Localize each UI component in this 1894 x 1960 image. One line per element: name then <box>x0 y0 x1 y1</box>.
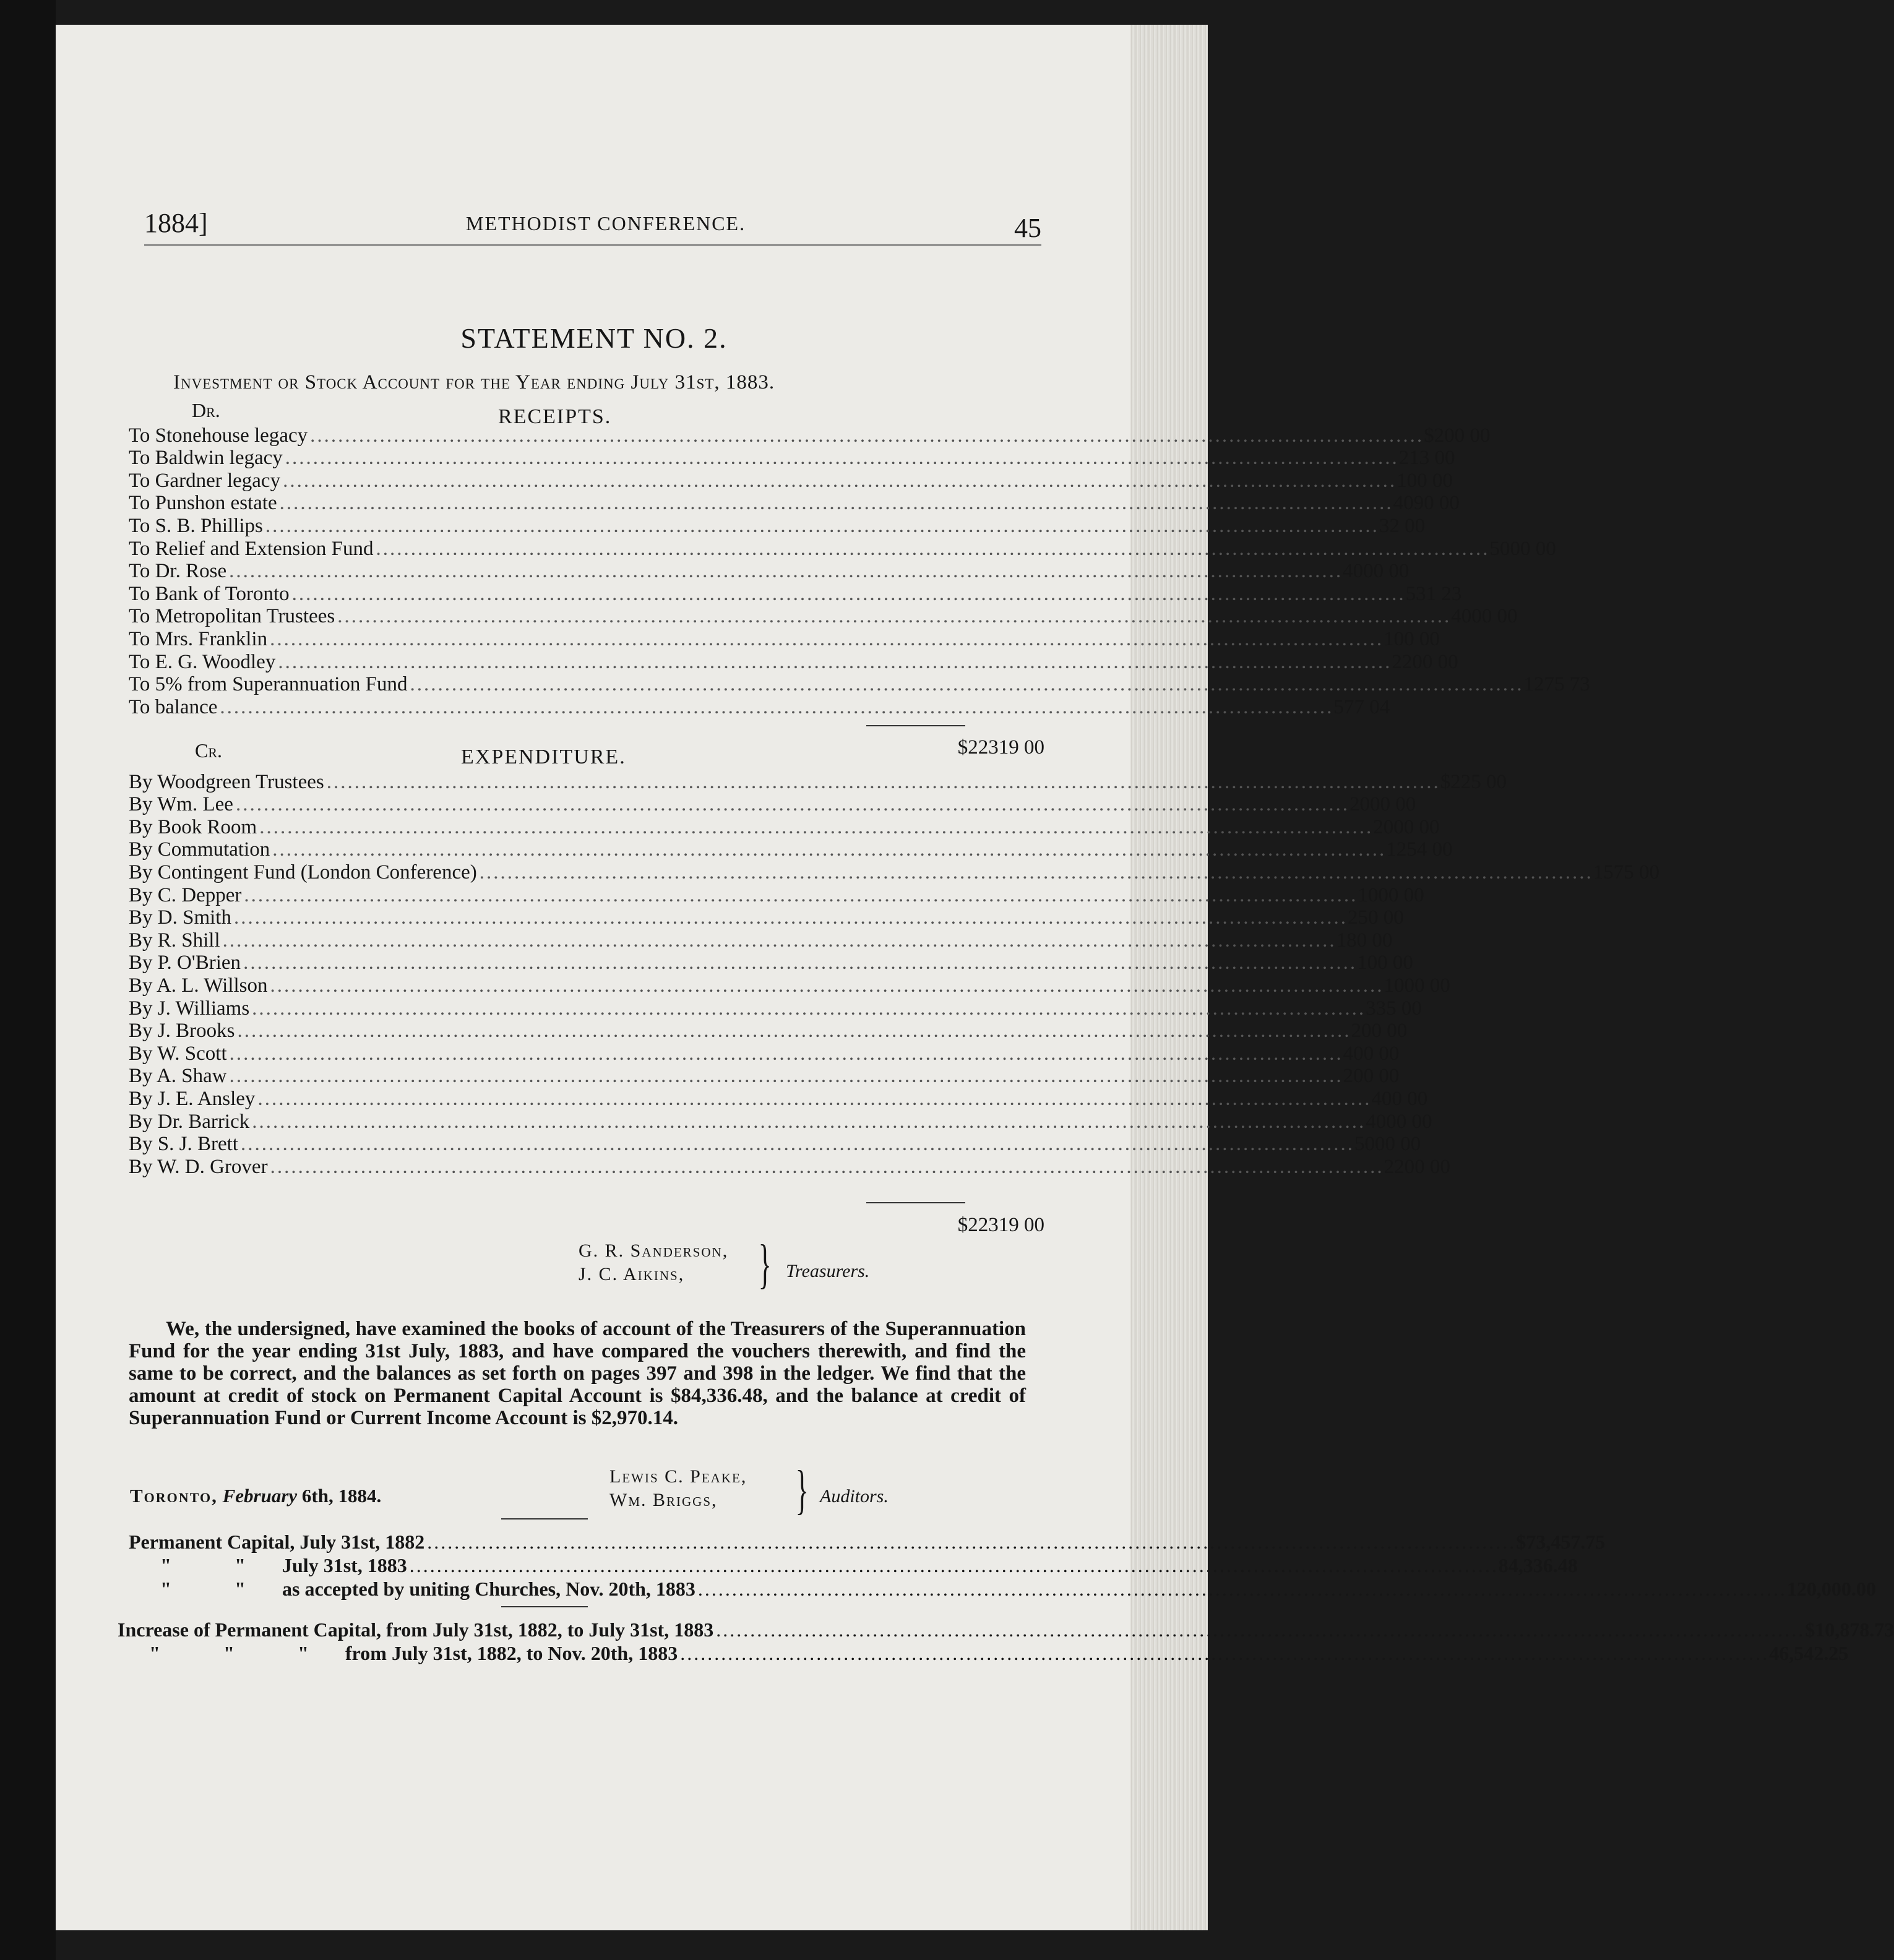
ledger-description: By Woodgreen Trustees <box>129 770 324 793</box>
expenditure-heading: EXPENDITURE. <box>461 746 626 768</box>
auditor-name: Wm. Briggs, <box>609 1490 718 1510</box>
ledger-amount: 4000 00 <box>1366 1110 1432 1133</box>
ledger-row <box>129 582 1462 605</box>
ledger-amount: 213 00 <box>1398 447 1455 470</box>
ledger-row <box>129 883 1424 906</box>
ledger-row <box>129 695 1390 718</box>
ledger-description: To Gardner legacy <box>129 469 281 492</box>
ledger-row <box>129 1155 1450 1178</box>
ledger-description: By Dr. Barrick <box>129 1110 250 1133</box>
leader-dots: ................................................................................................................................................................ <box>244 883 1358 906</box>
ledger-amount: 100 00 <box>1384 627 1440 650</box>
ledger-description: To Baldwin legacy <box>129 447 283 470</box>
leader-dots: ................................................................................................................................................................ <box>337 605 1452 628</box>
leader-dots: ................................................................................................................................................................ <box>376 537 1490 560</box>
ledger-row <box>129 492 1460 515</box>
ledger-description: To Metropolitan Trustees <box>129 605 335 628</box>
ledger-description: By Commutation <box>129 838 270 861</box>
statement-subtitle: Investment or Stock Account for the Year ending July 31st, 1883. <box>173 371 775 393</box>
auditors-names <box>609 1466 747 1513</box>
ledger-description: To E. G. Woodley <box>129 650 276 673</box>
ditto-mark: " <box>149 1642 160 1664</box>
increase-label: Increase of Permanent Capital, from July 31st, 1882, to July 31st, 1883 <box>118 1618 714 1641</box>
leader-dots: ................................................................................................................................................................ <box>310 424 1424 447</box>
ledger-amount: 1254 00 <box>1386 838 1453 861</box>
ledger-amount: 100 00 <box>1357 952 1413 974</box>
ledger-description: By A. L. Willson <box>129 974 268 997</box>
ledger-row <box>129 929 1393 952</box>
ledger-row <box>129 447 1455 470</box>
ledger-amount: 32 00 <box>1379 514 1426 537</box>
ledger-amount: 180 00 <box>1336 929 1393 952</box>
treasurers-names <box>579 1240 728 1287</box>
capital-label-text: July 31st, 1883 <box>282 1554 407 1576</box>
ledger-row <box>129 997 1422 1020</box>
ledger-description: To Dr. Rose <box>129 560 227 583</box>
ditto-mark: " <box>160 1578 171 1600</box>
ledger-description: By P. O'Brien <box>129 952 241 974</box>
running-head-year: 1884] <box>144 208 208 238</box>
ledger-description: By J. E. Ansley <box>129 1087 256 1110</box>
ledger-amount: 100 00 <box>1397 469 1453 492</box>
statement-title: STATEMENT NO. 2. <box>460 322 728 354</box>
ledger-description: By A. Shaw <box>129 1065 227 1088</box>
page-number: 45 <box>1014 213 1041 243</box>
ledger-row <box>129 560 1410 583</box>
ledger-description: By Contingent Fund (London Conference) <box>129 861 477 883</box>
ledger-amount: 577 04 <box>1333 695 1390 718</box>
credit-label: Cr. <box>195 739 223 762</box>
ledger-description: By J. Brooks <box>129 1020 235 1042</box>
leader-dots: ................................................................................................................................................................ <box>697 1578 1787 1600</box>
ledger-amount: 400 00 <box>1343 1042 1400 1065</box>
ledger-description: By W. D. Grover <box>129 1155 268 1178</box>
ditto-mark: " <box>235 1554 246 1576</box>
ledger-description: By C. Depper <box>129 883 242 906</box>
ledger-description: By J. Williams <box>129 997 250 1020</box>
ledger-description: To balance <box>129 695 218 718</box>
increase-row <box>118 1617 1894 1641</box>
ledger-description: By S. J. Brett <box>129 1133 238 1156</box>
leader-dots: ................................................................................................................................................................ <box>278 650 1392 673</box>
capital-amount: 84,336.48 <box>1498 1554 1578 1576</box>
increase-amount: $10,878.73 <box>1805 1618 1894 1641</box>
leader-dots: ................................................................................................................................................................ <box>243 952 1358 974</box>
leader-dots: ................................................................................................................................................................ <box>252 997 1366 1020</box>
capital-label <box>129 1578 695 1600</box>
leader-dots: ................................................................................................................................................................ <box>222 929 1337 952</box>
ledger-row <box>129 861 1659 883</box>
ledger-row <box>129 1065 1400 1088</box>
ledger-row <box>129 537 1556 560</box>
leader-dots: ................................................................................................................................................................ <box>291 582 1406 605</box>
leader-dots: ................................................................................................................................................................ <box>229 1065 1343 1088</box>
ledger-amount: 1000 00 <box>1384 974 1450 997</box>
ledger-description: To Mrs. Franklin <box>129 627 268 650</box>
capital-label: Permanent Capital, July 31st, 1882 <box>129 1531 425 1553</box>
ditto-mark: " <box>235 1578 246 1600</box>
running-head-title: METHODIST CONFERENCE. <box>466 212 746 234</box>
leader-dots: ................................................................................................................................................................ <box>272 838 1387 861</box>
increase-label-text: from July 31st, 1882, to Nov. 20th, 1883 <box>345 1642 678 1664</box>
ledger-row <box>129 952 1413 974</box>
ledger-description: To Punshon estate <box>129 492 277 515</box>
ledger-amount: 200 00 <box>1343 1065 1400 1088</box>
ledger-amount: 400 00 <box>1371 1087 1428 1110</box>
leader-dots: ................................................................................................................................................................ <box>326 770 1440 793</box>
ledger-row <box>129 673 1590 696</box>
leader-dots: ................................................................................................................................................................ <box>270 974 1384 997</box>
leader-dots: ................................................................................................................................................................ <box>285 447 1399 470</box>
ledger-row <box>129 1087 1428 1110</box>
leader-dots: ................................................................................................................................................................ <box>479 861 1593 883</box>
ledger-amount: 200 00 <box>1351 1020 1408 1042</box>
ledger-row <box>129 1042 1400 1065</box>
capital-label-text: as accepted by uniting Churches, Nov. 20th, 1883 <box>282 1578 695 1600</box>
treasurers-brace: } <box>758 1234 772 1294</box>
leader-dots: ................................................................................................................................................................ <box>283 469 1397 492</box>
ledger-row <box>129 1020 1408 1042</box>
ledger-row <box>129 906 1404 929</box>
ledger-amount: 1000 00 <box>1358 883 1424 906</box>
leader-dots: ................................................................................................................................................................ <box>410 673 1524 696</box>
ledger-row <box>129 1133 1421 1156</box>
month: February <box>222 1485 298 1507</box>
leader-dots: ................................................................................................................................................................ <box>240 1133 1354 1156</box>
ledger-row <box>129 770 1507 793</box>
ledger-amount: 4000 00 <box>1451 605 1518 628</box>
ledger-description: By D. Smith <box>129 906 231 929</box>
ledger-amount: 2000 00 <box>1373 815 1440 838</box>
treasurers-role: Treasurers. <box>786 1261 870 1281</box>
leader-dots: ................................................................................................................................................................ <box>259 815 1374 838</box>
ditto-mark: " <box>223 1642 235 1664</box>
ledger-amount: 250 00 <box>1347 906 1404 929</box>
ledger-description: To S. B. Phillips <box>129 514 263 537</box>
expenditure-total: $22319 00 <box>957 1214 1044 1236</box>
place: Toronto, <box>130 1485 218 1507</box>
increase-label <box>118 1642 678 1664</box>
ledger-description: By Book Room <box>129 815 257 838</box>
leader-dots: ................................................................................................................................................................ <box>229 1042 1343 1065</box>
ledger-amount: 4000 00 <box>1343 560 1410 583</box>
ledger-row <box>129 627 1440 650</box>
treasurer-name: J. C. Aikins, <box>579 1264 685 1284</box>
receipts-total: $22319 00 <box>957 736 1044 759</box>
capital-label <box>129 1554 407 1576</box>
ledger-amount: $225 00 <box>1440 770 1507 793</box>
auditor-name: Lewis C. Peake, <box>609 1466 747 1487</box>
increase-amount: 46,542.25 <box>1769 1642 1849 1664</box>
ledger-amount: $200 00 <box>1424 424 1491 447</box>
book-page <box>56 25 1894 1930</box>
ledger-description: To Bank of Toronto <box>129 582 290 605</box>
leader-dots: ................................................................................................................................................................ <box>257 1087 1372 1110</box>
section-rule <box>501 1606 588 1607</box>
ledger-row <box>129 793 1416 816</box>
ledger-amount: 1275 73 <box>1523 673 1590 696</box>
leader-dots: ................................................................................................................................................................ <box>716 1618 1806 1641</box>
ledger-amount: 4090 00 <box>1393 492 1460 515</box>
ledger-description: To Stonehouse legacy <box>129 424 308 447</box>
ledger-amount: 531 23 <box>1405 582 1462 605</box>
running-head <box>144 207 1041 246</box>
auditors-brace: } <box>795 1460 809 1520</box>
ledger-row <box>129 650 1458 673</box>
leader-dots: ................................................................................................................................................................ <box>279 492 1393 515</box>
audit-paragraph: We, the undersigned, have examined the books of account of the Treasurers of the Superannuation Fund for the year ending 31st July, 1883, and have compared the vouchers therewith, and find the same to be correct, and the balances as set forth on pages 397 and 398 in the ledger. We find that the amount at credit of stock on Permanent Capital Account is $84,336.48, and the balance at credit of Superannuation Fund or Current Income Account is $2,970.14. <box>129 1318 1026 1429</box>
expenditure-total-rule <box>866 1202 965 1203</box>
capital-amount: $73,457.75 <box>1516 1531 1606 1553</box>
leader-dots: ................................................................................................................................................................ <box>220 695 1334 718</box>
capital-row <box>129 1529 1606 1553</box>
ledger-description: To Relief and Extension Fund <box>129 537 374 560</box>
leader-dots: ................................................................................................................................................................ <box>270 627 1384 650</box>
ledger-row <box>129 974 1450 997</box>
ledger-amount: 2200 00 <box>1392 650 1458 673</box>
ledger-row <box>129 838 1453 861</box>
ledger-amount: 2200 00 <box>1384 1155 1450 1178</box>
place-date <box>130 1485 381 1507</box>
day-year: 6th, 1884. <box>301 1485 382 1507</box>
increase-row <box>118 1641 1849 1664</box>
leader-dots: ................................................................................................................................................................ <box>235 793 1349 816</box>
ditto-mark: " <box>160 1554 171 1576</box>
leader-dots: ................................................................................................................................................................ <box>229 560 1343 583</box>
ledger-description: By Wm. Lee <box>129 793 233 816</box>
leader-dots: ................................................................................................................................................................ <box>409 1554 1499 1576</box>
ledger-row <box>129 605 1518 628</box>
leader-dots: ................................................................................................................................................................ <box>427 1531 1517 1553</box>
leader-dots: ................................................................................................................................................................ <box>233 906 1348 929</box>
ledger-amount: 2000 00 <box>1349 793 1416 816</box>
ledger-row <box>129 469 1453 492</box>
leader-dots: ................................................................................................................................................................ <box>237 1020 1351 1042</box>
ledger-amount: 335 00 <box>1366 997 1422 1020</box>
ledger-row <box>129 1110 1432 1133</box>
ditto-mark: " <box>298 1642 309 1664</box>
book-spine-shadow <box>0 0 56 1960</box>
ledger-description: By W. Scott <box>129 1042 227 1065</box>
receipts-heading: RECEIPTS. <box>498 405 612 428</box>
ledger-row <box>129 815 1440 838</box>
capital-row <box>129 1576 1876 1600</box>
section-rule <box>501 1518 588 1519</box>
ledger-row <box>129 424 1491 447</box>
auditors-role: Auditors. <box>820 1486 889 1507</box>
capital-row <box>129 1553 1578 1576</box>
ledger-amount: 1575 00 <box>1593 861 1659 883</box>
debit-label: Dr. <box>192 399 220 421</box>
increase-table <box>118 1617 1894 1664</box>
leader-dots: ................................................................................................................................................................ <box>265 514 1379 537</box>
permanent-capital-table <box>129 1529 1876 1600</box>
receipts-total-rule <box>866 725 965 726</box>
capital-amount: 120,000.00 <box>1786 1578 1876 1600</box>
treasurer-name: G. R. Sanderson, <box>579 1240 729 1261</box>
ledger-description: By R. Shill <box>129 929 220 952</box>
leader-dots: ................................................................................................................................................................ <box>252 1110 1366 1133</box>
ledger-row <box>129 514 1426 537</box>
receipts-ledger <box>129 424 1590 718</box>
ledger-description: To 5% from Superannuation Fund <box>129 673 408 696</box>
ledger-amount: 5000 00 <box>1489 537 1556 560</box>
expenditure-ledger <box>129 770 1659 1178</box>
leader-dots: ................................................................................................................................................................ <box>270 1155 1384 1178</box>
leader-dots: ................................................................................................................................................................ <box>680 1642 1770 1664</box>
ledger-amount: 5000 00 <box>1354 1133 1421 1156</box>
